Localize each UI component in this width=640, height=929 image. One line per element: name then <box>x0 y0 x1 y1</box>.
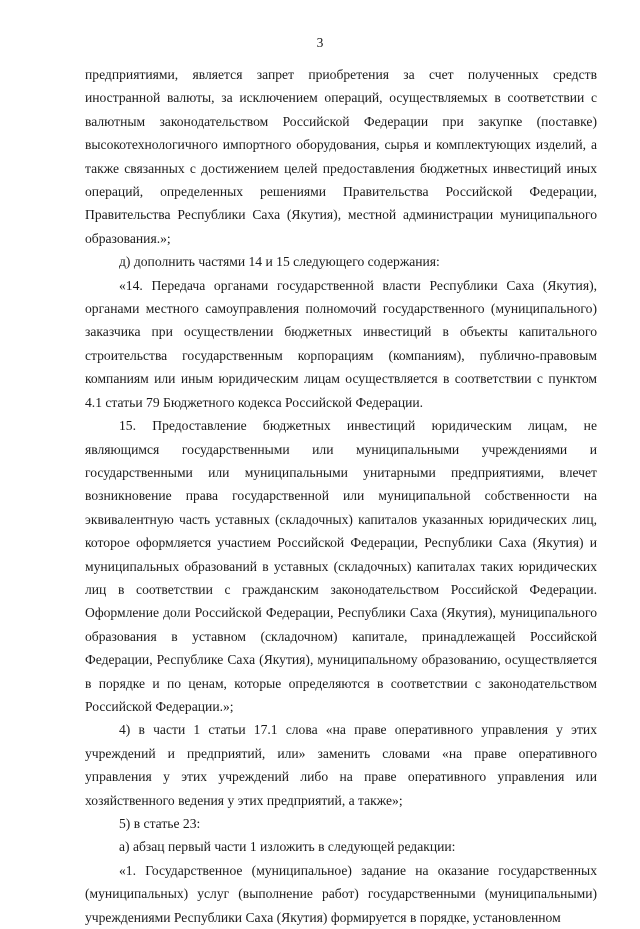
paragraph-item-d: д) дополнить частями 14 и 15 следующего содержания: <box>119 254 440 270</box>
paragraph-part-15: 15. Предоставление бюджетных инвестиций юридическим лицам, не являющимся государственными или муниципальными учреждениями и государственными или муниципальными унитарными предприятиями, влечет возникновение права государственной или муниципальной собственности на эквивалентную часть уставных (складочных) капиталов указанных юридических лиц, которое оформляется участием Российской Федерации, Республики Саха (Якутия) и муниципальных образований в уставных (складочных) капиталах таких юридических лиц в соответствии с гражданским законодательством Российской Федерации. Оформление доли Российской Федерации, Республики Саха (Якутия), муниципального образования в уставном (складочном) капитале, принадлежащей Российской Федерации, Республике Саха (Якутия), муниципальному образованию, осуществляется в порядке и по ценам, которые определяются в соответствии с законодательством Российской Федерации.»; <box>85 418 597 714</box>
paragraph-part-14: «14. Передача органами государственной власти Республики Саха (Якутия), органами местного самоуправления полномочий государственного (муниципального) заказчика при осуществлении бюджетных инвестиций в объекты капитального строительства государственным корпорациям (компаниям), публично-правовым компаниям или иным юридическим лицам осуществляется в соответствии с пунктом 4.1 статьи 79 Бюджетного кодекса Российской Федерации. <box>85 277 597 410</box>
paragraph-item-a: а) абзац первый части 1 изложить в следующей редакции: <box>119 839 456 855</box>
paragraph-item-5: 5) в статье 23: <box>119 816 201 831</box>
paragraph-continuation: предприятиями, является запрет приобретения за счет полученных средств иностранной валюты, за исключением операций, осуществляемых в соответствии с валютным законодательством Российской Федерации при закупке (поставке) высокотехнологичного импортного оборудования, сырья и комплектующих изделий, а также связанных с достижением целей предоставления бюджетных инвестиций иных операций, определенных решениями Правительства Российской Федерации, Правительства Республики Саха (Якутия), местной администрации муниципального образования.»; <box>85 67 597 246</box>
page-number: 3 <box>316 35 324 50</box>
paragraph-part-1-quote: «1. Государственное (муниципальное) задание на оказание государственных (муниципальных) услуг (выполнение работ) государственными (муниципальными) учреждениями Республики Саха (Якутия) формируется в порядке, установленном <box>85 862 597 925</box>
paragraph-item-4: 4) в части 1 статьи 17.1 слова «на праве оперативного управления у этих учреждений и предприятий, или» заменить словами «на праве оперативного управления у этих учреждений либо на праве оперативного управления или хозяйственного ведения у этих предприятий, а также»; <box>85 722 597 808</box>
document-body <box>85 63 597 929</box>
